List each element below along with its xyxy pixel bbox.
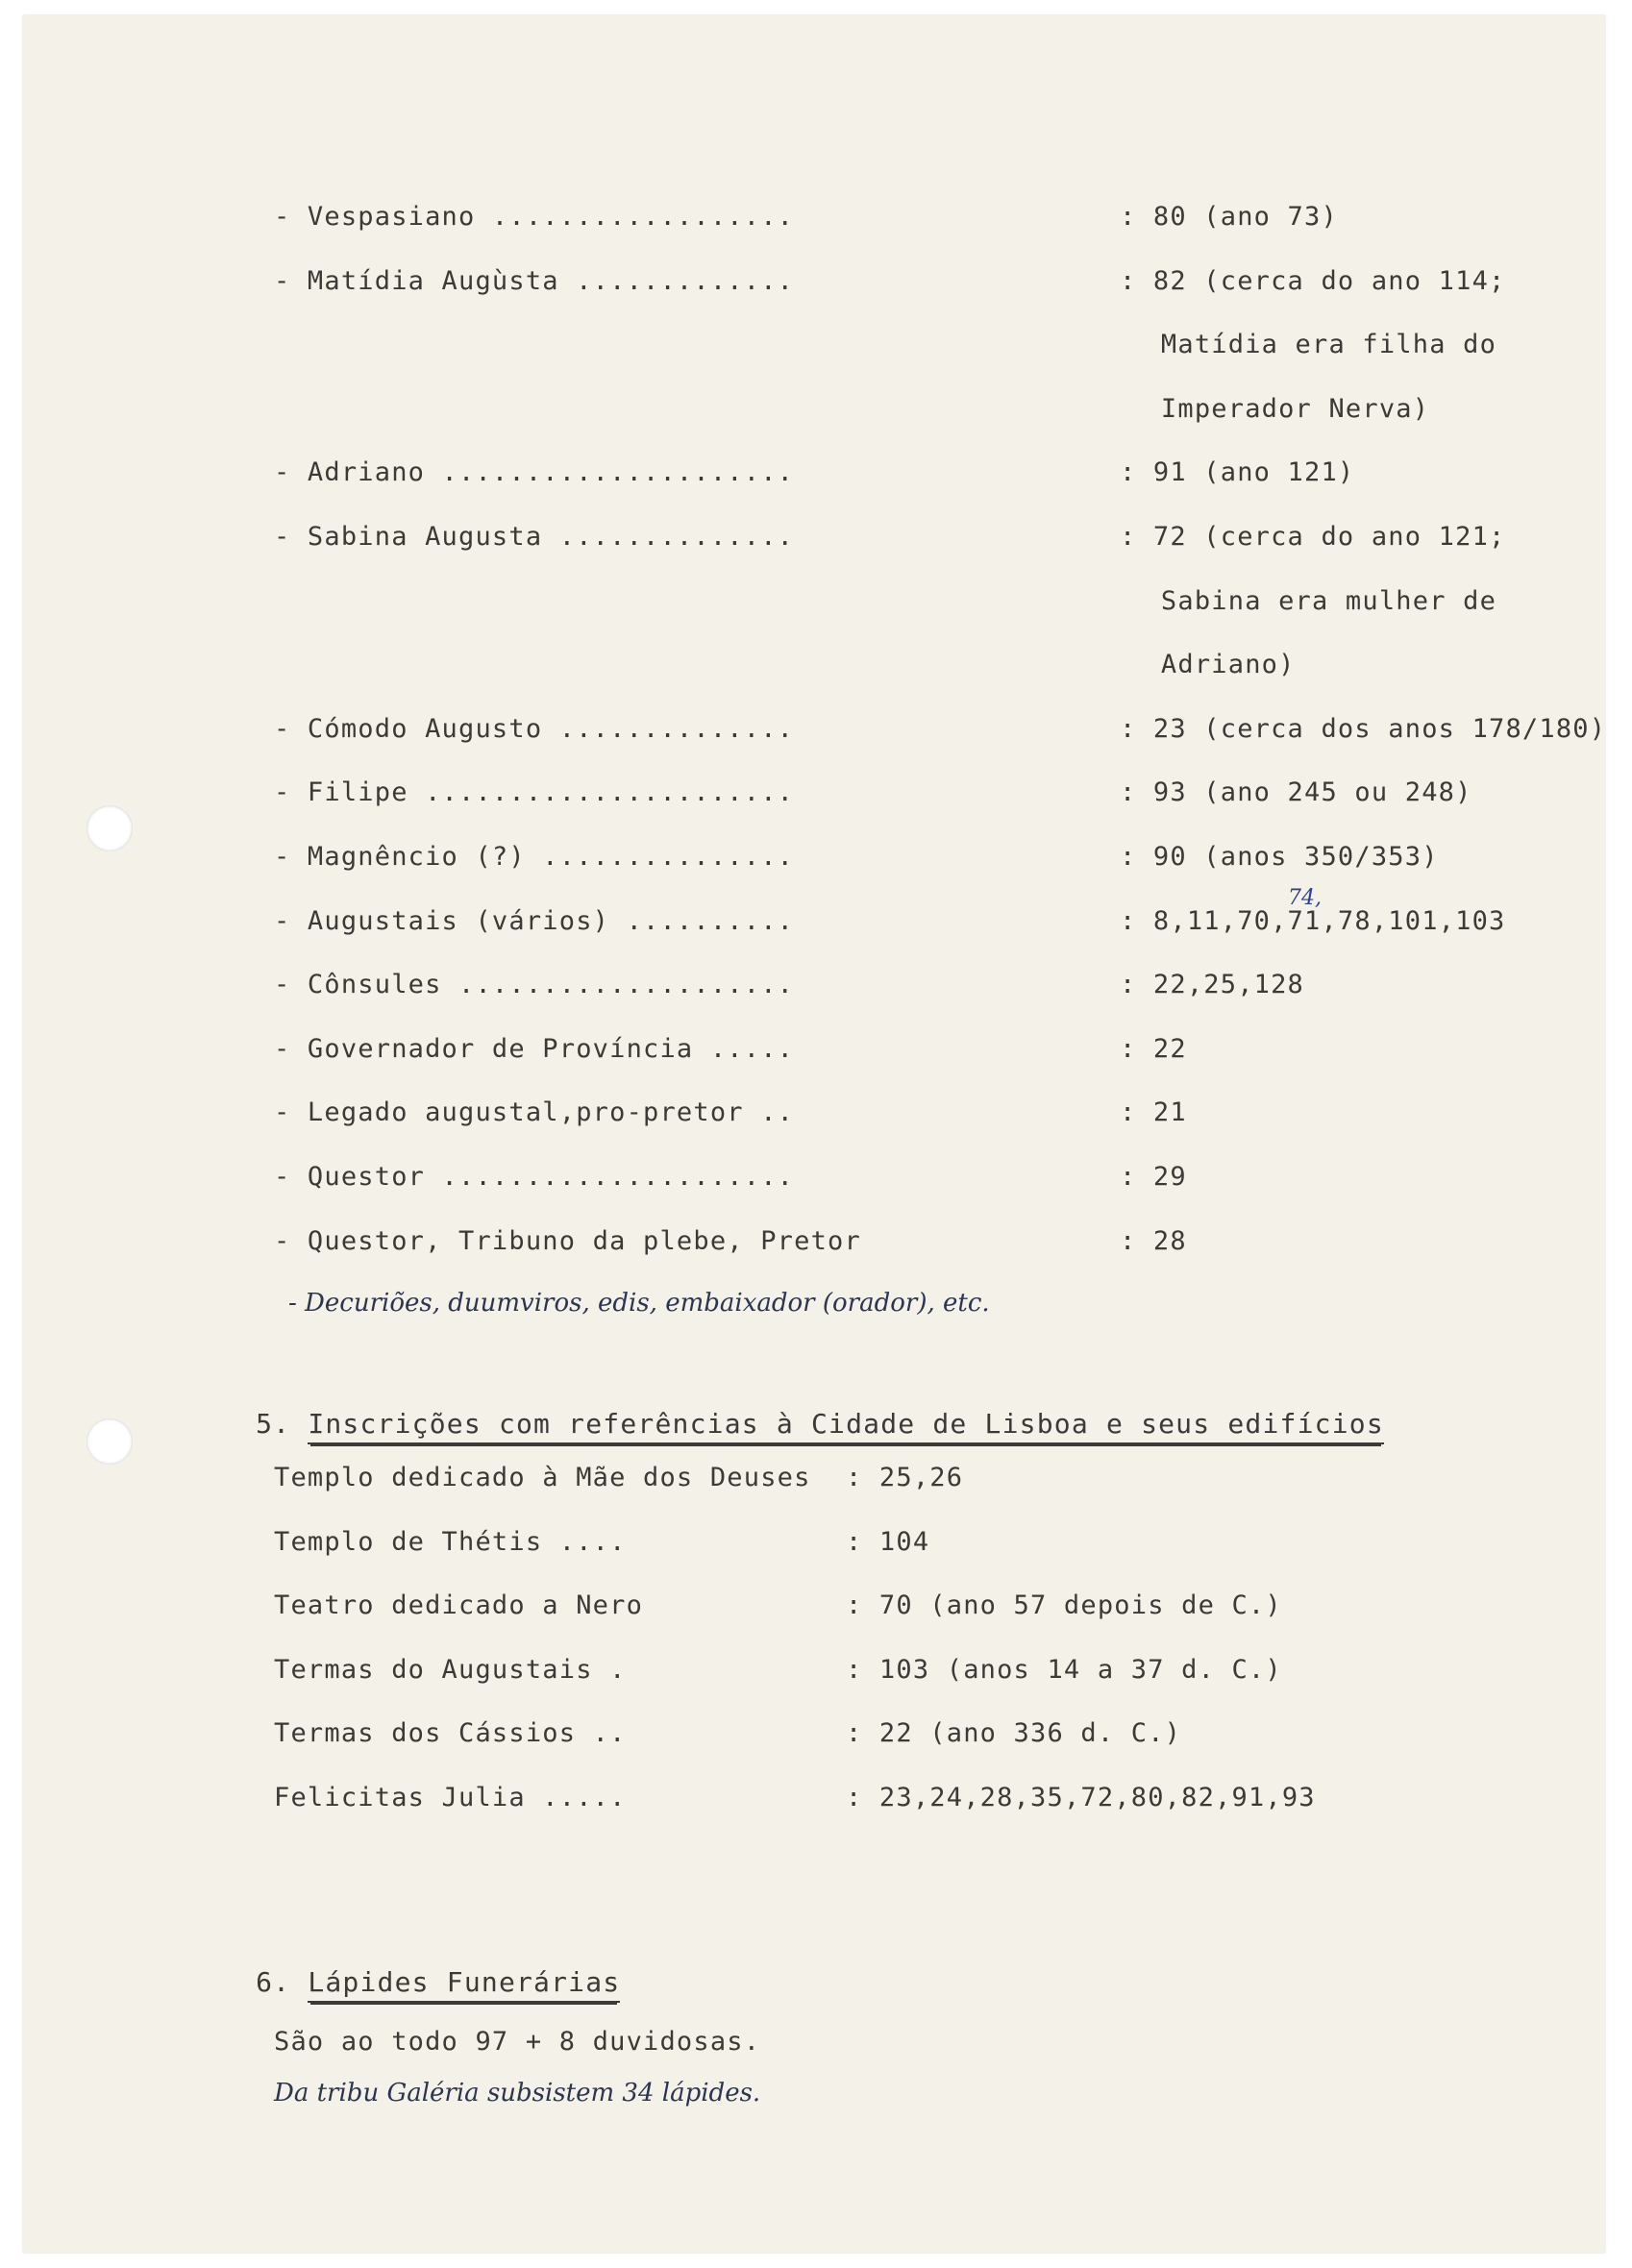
section-5-entry-ref: : 22 (ano 336 d. C.) (846, 1718, 1182, 1748)
ruler-entry-label: - Cómodo Augusto .............. (274, 714, 795, 744)
ruler-entry-label: - Sabina Augusta .............. (274, 522, 795, 552)
ruler-entry (274, 710, 1610, 749)
handwritten-note-decurioes: - Decuriões, duumviros, edis, embaixador (orador), etc. (288, 1289, 990, 1318)
handwritten-tribu-galeria: Da tribu Galéria subsistem 34 lápides. (274, 2079, 761, 2108)
section-5-entry (274, 1651, 1610, 1689)
ruler-entry-ref: Sabina era mulher de (1127, 586, 1497, 616)
ruler-entry (274, 838, 1610, 876)
section-5-entry (274, 1714, 1610, 1753)
ruler-entry-ref: Matídia era filha do (1127, 330, 1497, 359)
ruler-entry-ref: : 8,11,70,71,78,101,103 (1120, 906, 1506, 936)
ruler-entry-ref: : 28 (1120, 1226, 1187, 1256)
ruler-entry (274, 646, 1610, 684)
ruler-entry-ref: Imperador Nerva) (1127, 394, 1430, 424)
ruler-entry-ref: : 22 (1120, 1034, 1187, 1064)
handwritten-insert-74: 74, (1288, 886, 1322, 910)
section-6-count: São ao todo 97 + 8 duvidosas. (274, 2027, 761, 2057)
ruler-entry-label: - Cônsules .................... (274, 970, 795, 999)
section-5-number: 5. (256, 1408, 291, 1440)
section-5-entry-ref: : 23,24,28,35,72,80,82,91,93 (846, 1783, 1316, 1812)
punch-hole-bottom (87, 1418, 133, 1465)
section-5-entry-label: Templo de Thétis .... (274, 1527, 627, 1557)
section-6-title: Lápides Funerárias (308, 1966, 620, 2003)
ruler-entry (274, 1158, 1610, 1196)
ruler-entry-label: - Questor ..................... (274, 1162, 795, 1192)
ruler-entry-label: - Governador de Província ..... (274, 1034, 795, 1064)
section-6-heading (221, 1925, 620, 2002)
section-5-entry-label: Teatro dedicado a Nero (274, 1590, 660, 1620)
ruler-entry-label: - Questor, Tribuno da plebe, Pretor (274, 1226, 878, 1256)
ruler-entry-label: - Vespasiano .................. (274, 202, 795, 232)
ruler-entry (274, 198, 1610, 236)
ruler-entry-label: - Legado augustal,pro-pretor .. (274, 1097, 795, 1127)
ruler-entry (274, 582, 1610, 621)
ruler-entry-ref: Adriano) (1127, 650, 1296, 679)
ruler-entry-ref: : 72 (cerca do ano 121; (1120, 522, 1506, 552)
section-5-entry-label: Termas dos Cássios .. (274, 1718, 627, 1748)
ruler-entry-ref: : 91 (ano 121) (1120, 457, 1355, 487)
ruler-entry-ref: : 29 (1120, 1162, 1187, 1192)
ruler-entry (274, 1030, 1610, 1069)
section-5-entry (274, 1587, 1610, 1625)
section-5-entry-label: Felicitas Julia ..... (274, 1783, 627, 1812)
ruler-entry-ref: : 23 (cerca dos anos 178/180) (1120, 714, 1607, 744)
section-5-entry-ref: : 103 (anos 14 a 37 d. C.) (846, 1655, 1282, 1685)
section-5-entry (274, 1459, 1610, 1497)
ruler-entry-ref: : 80 (ano 73) (1120, 202, 1338, 232)
ruler-entry-label: - Matídia Augùsta ............. (274, 266, 795, 296)
section-5-entry-ref: : 104 (846, 1527, 930, 1557)
ruler-entry (274, 518, 1610, 556)
ruler-entry-ref: : 90 (anos 350/353) (1120, 842, 1439, 872)
ruler-entry (274, 902, 1610, 941)
section-5-entry-label: Templo dedicado à Mãe dos Deuses (274, 1463, 811, 1492)
section-6-number: 6. (256, 1966, 291, 1998)
ruler-entry (274, 966, 1610, 1004)
ruler-entry-label: - Adriano ..................... (274, 457, 795, 487)
section-5-entry-ref: : 25,26 (846, 1463, 964, 1492)
ruler-entry (274, 390, 1610, 429)
ruler-entry (274, 774, 1610, 812)
punch-hole-top (87, 805, 133, 851)
section-5-entry (274, 1523, 1610, 1562)
ruler-entry (274, 262, 1610, 301)
ruler-entry-ref: : 22,25,128 (1120, 970, 1305, 999)
ruler-entry-ref: : 93 (ano 245 ou 248) (1120, 777, 1472, 807)
ruler-entry (274, 1094, 1610, 1132)
section-5-entry-label: Termas do Augustais . (274, 1655, 627, 1685)
ruler-entry-label: - Magnêncio (?) ............... (274, 842, 795, 872)
ruler-entry-label: - Augustais (vários) .......... (274, 906, 795, 936)
section-5-heading (221, 1367, 1384, 1443)
ruler-entry-label: - Filipe ...................... (274, 777, 795, 807)
section-5-entry-ref: : 70 (ano 57 depois de C.) (846, 1590, 1282, 1620)
section-5-entry (274, 1779, 1610, 1817)
ruler-entry-ref: : 21 (1120, 1097, 1187, 1127)
ruler-entry-ref: : 82 (cerca do ano 114; (1120, 266, 1506, 296)
ruler-entry (274, 326, 1610, 364)
ruler-entry (274, 454, 1610, 492)
section-5-title: Inscrições com referências à Cidade de Lisboa e seus edifícios (308, 1408, 1384, 1444)
ruler-entry (274, 1222, 1610, 1261)
